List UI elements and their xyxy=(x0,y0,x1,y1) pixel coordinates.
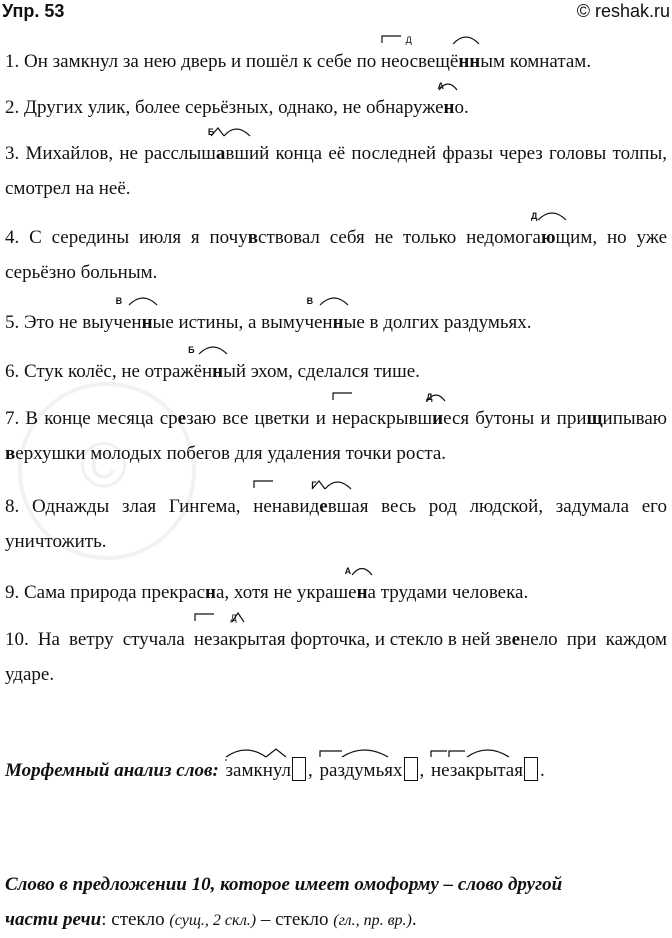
sentence-6 xyxy=(5,345,667,389)
spelling-highlight xyxy=(344,566,368,610)
rule-letter: Д xyxy=(230,613,237,623)
text: не xyxy=(193,629,213,650)
spelling-highlight: в xyxy=(5,443,16,464)
period: . xyxy=(411,909,417,930)
sentence-number: 3. xyxy=(5,143,20,164)
spelling-highlight xyxy=(458,44,480,79)
rule-letter: Г xyxy=(311,480,317,490)
sentence-number: 9. xyxy=(5,582,20,603)
ending-box xyxy=(404,757,418,781)
text: вший конца её последней фразы через головы толпы, смотрел на неё. xyxy=(5,143,667,199)
header xyxy=(0,0,672,26)
morph-word: незакрытая xyxy=(431,760,523,781)
text: ый эхом, сделался тише. xyxy=(223,361,420,382)
rule-letter: В xyxy=(115,296,123,306)
morph-word-2 xyxy=(318,757,420,785)
sentence-8 xyxy=(5,480,668,559)
text: еся бутоны и при xyxy=(443,408,587,429)
text: ипываю xyxy=(602,408,667,429)
colon: : xyxy=(101,909,112,930)
text: ые истины, а вымучен xyxy=(152,312,333,333)
text: Сама природа прекрас xyxy=(24,582,206,603)
text: ым комнатам. xyxy=(480,51,592,72)
text: Других улик, более серьёзных, однако, не обнаруже xyxy=(24,97,444,118)
text: раскрывш xyxy=(350,408,433,429)
site-credit[interactable]: © reshak.ru xyxy=(576,1,670,21)
spelling-highlight: е xyxy=(511,629,521,650)
spelling-highlight xyxy=(426,392,444,436)
sentence-4 xyxy=(5,211,668,290)
morphemic-analysis xyxy=(5,757,545,785)
omoform-note-1: (сущ., 2 скл.) xyxy=(169,912,257,929)
text: ствовал себя не только недомога xyxy=(258,227,541,248)
morph-word: раздумьях xyxy=(319,760,403,781)
prefix-mark xyxy=(381,44,400,79)
spelling-highlight: н xyxy=(205,582,216,603)
text: навид xyxy=(271,496,320,517)
omoform-word-1: стекло xyxy=(111,909,165,930)
spelling-highlight: е xyxy=(177,408,187,429)
text: о. xyxy=(454,97,469,118)
sentence-number: 10. xyxy=(5,629,29,650)
text: В конце месяца ср xyxy=(25,408,178,429)
sentence-9 xyxy=(5,566,667,610)
prefix-mark xyxy=(194,622,213,657)
rule-letter: Б xyxy=(188,345,195,355)
morph-word-3 xyxy=(429,757,540,785)
morph-word-1 xyxy=(224,757,309,785)
omoform-note xyxy=(5,867,667,938)
spelling-highlight: в xyxy=(247,227,259,248)
text: Он замкнул за нею дверь и пошёл к себе по xyxy=(24,51,381,72)
text: не xyxy=(253,496,272,517)
root-mark xyxy=(212,613,512,657)
sentence-number: 8. xyxy=(5,496,20,517)
sentence-7 xyxy=(5,392,667,471)
text: щим, но уже серьёзно больным. xyxy=(5,227,668,283)
text: а, хотя не украше xyxy=(215,582,357,603)
sentence-number: 2. xyxy=(5,97,20,118)
text: и xyxy=(432,408,444,429)
dash: – xyxy=(256,909,276,930)
text: закрытая форточка, и стекло в ней зв xyxy=(212,629,512,650)
text: На ветру стучала xyxy=(37,629,194,650)
rule-letter: Д xyxy=(426,392,433,402)
text: заю все цветки и xyxy=(186,408,333,429)
omoform-note-2: (гл., пр. вр.) xyxy=(333,912,412,929)
ending-box xyxy=(292,757,306,781)
text: Михайлов, не расслыш xyxy=(25,143,216,164)
sentence-number: 5. xyxy=(5,312,20,333)
rule-letter: Д xyxy=(531,211,538,221)
prefix-mark xyxy=(253,489,272,524)
text: ерхушки молодых побегов для удаления точки роста. xyxy=(15,443,447,464)
text: освещё xyxy=(399,51,459,72)
rule-letter: А xyxy=(344,566,352,576)
omoform-title: Слово в предложении 10, которое имеет омоформу – слово другой xyxy=(5,874,563,895)
rule-letter: В xyxy=(306,296,314,306)
suffix-mark xyxy=(399,35,459,79)
watermark-copyright-symbol: © xyxy=(80,429,128,501)
spelling-highlight xyxy=(531,211,556,255)
text: нн xyxy=(458,51,481,72)
morph-title: Морфемный анализ слов: xyxy=(5,760,219,781)
omoform-word-2: стекло xyxy=(275,909,329,930)
omoform-title-cont: части речи xyxy=(5,909,102,930)
sentence-number: 1. xyxy=(5,51,20,72)
text: ю xyxy=(541,227,556,248)
text: вшая весь род людской, задумала его уничтожить. xyxy=(5,496,668,552)
spelling-highlight: щ xyxy=(586,408,603,429)
text: Однажды злая Гингема, xyxy=(31,496,254,517)
sentence-5 xyxy=(5,296,667,340)
prefix-mark xyxy=(332,401,351,436)
sentence-2 xyxy=(5,81,667,125)
sentence-3 xyxy=(5,127,667,206)
sentence-number: 4. xyxy=(5,227,20,248)
sentence-10 xyxy=(5,613,667,692)
exercise-number: Упр. 53 xyxy=(2,1,65,21)
spelling-highlight xyxy=(306,296,344,340)
rule-letter: Б xyxy=(207,127,215,137)
text: а xyxy=(215,143,226,164)
text: Стук колёс, не отражён xyxy=(24,361,213,382)
text: Это не выучен xyxy=(24,312,142,333)
text: ые в долгих раздумьях. xyxy=(343,312,532,333)
spelling-highlight xyxy=(437,81,455,125)
text: н xyxy=(443,97,455,118)
text: а трудами человека. xyxy=(367,582,529,603)
text: С середины июля я почу xyxy=(29,227,248,248)
text: нело при каждом ударе. xyxy=(5,629,667,685)
sentence-1 xyxy=(5,35,667,79)
sentence-number: 6. xyxy=(5,361,20,382)
separator: , xyxy=(419,760,425,781)
spelling-highlight xyxy=(311,480,328,524)
rule-letter: Д xyxy=(405,35,412,45)
period: . xyxy=(539,760,545,781)
text: н xyxy=(141,312,153,333)
spelling-highlight xyxy=(188,345,224,389)
text: н xyxy=(212,361,224,382)
text: не xyxy=(332,408,351,429)
rule-letter: А xyxy=(437,81,445,91)
separator: , xyxy=(308,760,313,781)
ending-box xyxy=(524,757,538,781)
sentence-number: 7. xyxy=(5,408,20,429)
spelling-highlight xyxy=(207,127,226,171)
text: н xyxy=(356,582,368,603)
spelling-highlight xyxy=(115,296,153,340)
text: е xyxy=(319,496,328,517)
text: не xyxy=(380,51,400,72)
text: н xyxy=(332,312,344,333)
morph-word: замкнул xyxy=(225,760,292,781)
